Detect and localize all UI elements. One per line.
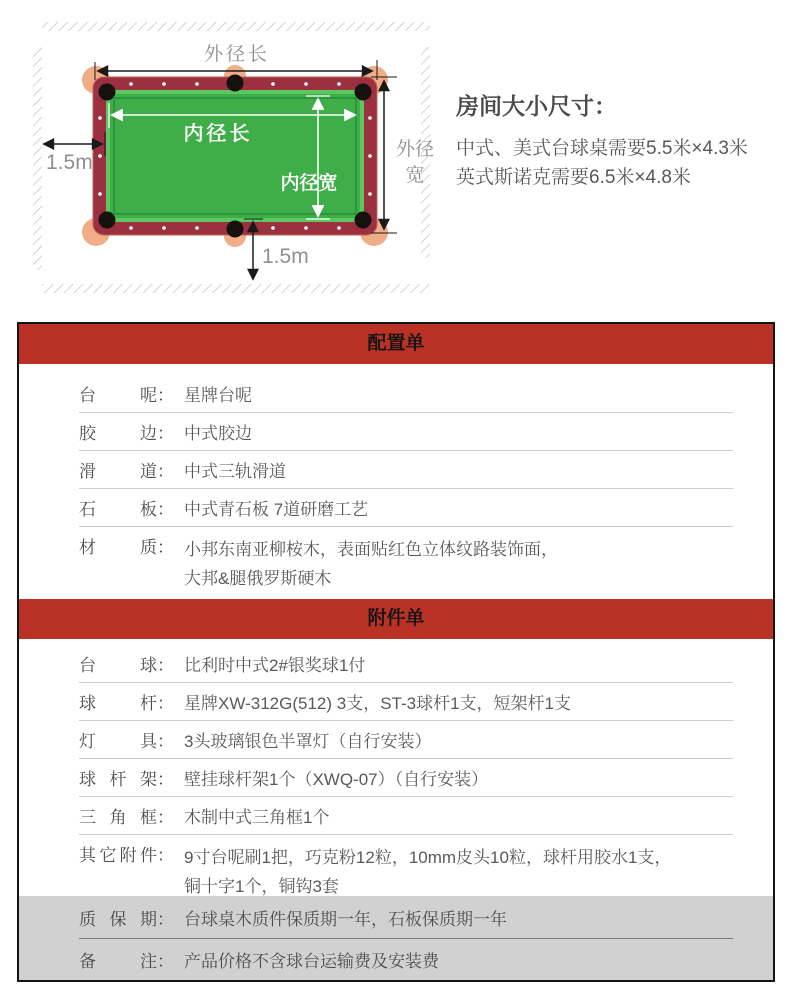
config-table-header: 配置单 (19, 324, 773, 364)
row-label: 材质 (79, 538, 157, 557)
accessory-table-header: 附件单 (19, 599, 773, 639)
bottom-clearance-label: 1.5m (262, 245, 309, 268)
config-row-rubber (79, 413, 733, 451)
row-value (184, 841, 671, 901)
row-value: 星牌XW-312G(512) 3支，ST-3球杆1支，短架杆1支 (184, 694, 571, 713)
accessory-row-others (79, 835, 733, 901)
accessory-row-triangle (79, 797, 733, 835)
row-colon: ： (157, 656, 174, 675)
row-label: 质保期 (79, 910, 157, 929)
pool-table (82, 65, 388, 247)
row-colon: ： (157, 386, 174, 405)
row-label: 滑道 (79, 462, 157, 481)
row-label: 台球 (79, 656, 157, 675)
config-row-slate (79, 489, 733, 527)
row-colon: ： (157, 500, 174, 519)
inner-length-label: 内径长 (183, 123, 253, 145)
row-label: 其它附件 (79, 846, 157, 865)
row-value-line2: 大邦&腿俄罗斯硬木 (184, 569, 332, 588)
row-label: 备注 (79, 952, 157, 971)
warranty-row (79, 897, 733, 939)
config-row-slide (79, 451, 733, 489)
config-table-rows (19, 364, 773, 599)
row-label: 胶边 (79, 424, 157, 443)
row-colon: ： (157, 462, 174, 481)
row-value-line1: 9寸台呢刷1把，巧克粉12粒，10mm皮头10粒，球杆用胶水1支， (184, 848, 672, 867)
room-size-diagram (0, 0, 790, 320)
row-colon: ： (157, 846, 174, 865)
row-label: 球杆架 (79, 770, 157, 789)
warranty-note-section (19, 896, 773, 980)
row-value (184, 533, 558, 593)
row-colon: ： (157, 424, 174, 443)
row-value: 台球桌木质件保质期一年，石板保质期一年 (184, 910, 507, 929)
config-row-material (79, 527, 733, 593)
row-value: 比利时中式2#银奖球1付 (184, 656, 366, 675)
row-colon: ： (157, 732, 174, 751)
row-value: 星牌台呢 (184, 386, 252, 405)
left-clearance-label: 1.5m (46, 151, 93, 174)
note-row (79, 939, 733, 980)
row-value: 壁挂球杆架1个（XWQ-07）（自行安装） (184, 770, 489, 789)
wall-top (42, 22, 430, 31)
row-value: 中式三轨滑道 (184, 462, 286, 481)
wall-bottom (42, 284, 430, 293)
accessory-row-cue-rack (79, 759, 733, 797)
row-colon: ： (157, 952, 174, 971)
row-colon: ： (157, 694, 174, 713)
row-colon: ： (157, 910, 174, 929)
room-size-info (456, 88, 786, 192)
inner-width-label: 内径宽 (280, 173, 338, 194)
room-size-title: 房间大小尺寸： (456, 93, 617, 119)
row-label: 三角框 (79, 808, 157, 827)
accessory-table-rows (19, 639, 773, 896)
row-colon: ： (157, 538, 174, 557)
row-value-line2: 铜十字1个，铜钩3套 (184, 877, 339, 896)
row-value-line1: 小邦东南亚柳桉木，表面贴红色立体纹路装饰面， (184, 540, 558, 559)
row-value: 中式胶边 (184, 424, 252, 443)
room-size-line1: 中式、美式台球桌需要5.5米×4.3米 (456, 138, 748, 159)
row-label: 台呢 (79, 386, 157, 405)
config-row-cloth (79, 375, 733, 413)
accessory-row-balls (79, 645, 733, 683)
outer-width-label: 外径宽 (395, 139, 434, 186)
wall-left (33, 47, 42, 270)
accessory-row-lamp (79, 721, 733, 759)
row-label: 球杆 (79, 694, 157, 713)
row-label: 灯具 (79, 732, 157, 751)
row-colon: ： (157, 770, 174, 789)
row-colon: ： (157, 808, 174, 827)
spec-tables (17, 322, 775, 982)
row-value: 产品价格不含球台运输费及安装费 (184, 952, 439, 971)
row-value: 中式青石板 7道研磨工艺 (184, 500, 369, 519)
accessory-row-cues (79, 683, 733, 721)
room-size-line2: 英式斯诺克需要6.5米×4.8米 (456, 167, 691, 188)
row-value: 木制中式三角框1个 (184, 808, 330, 827)
outer-length-label: 外径长 (203, 44, 270, 65)
row-label: 石板 (79, 500, 157, 519)
row-value: 3头玻璃银色半罩灯（自行安装） (184, 732, 432, 751)
